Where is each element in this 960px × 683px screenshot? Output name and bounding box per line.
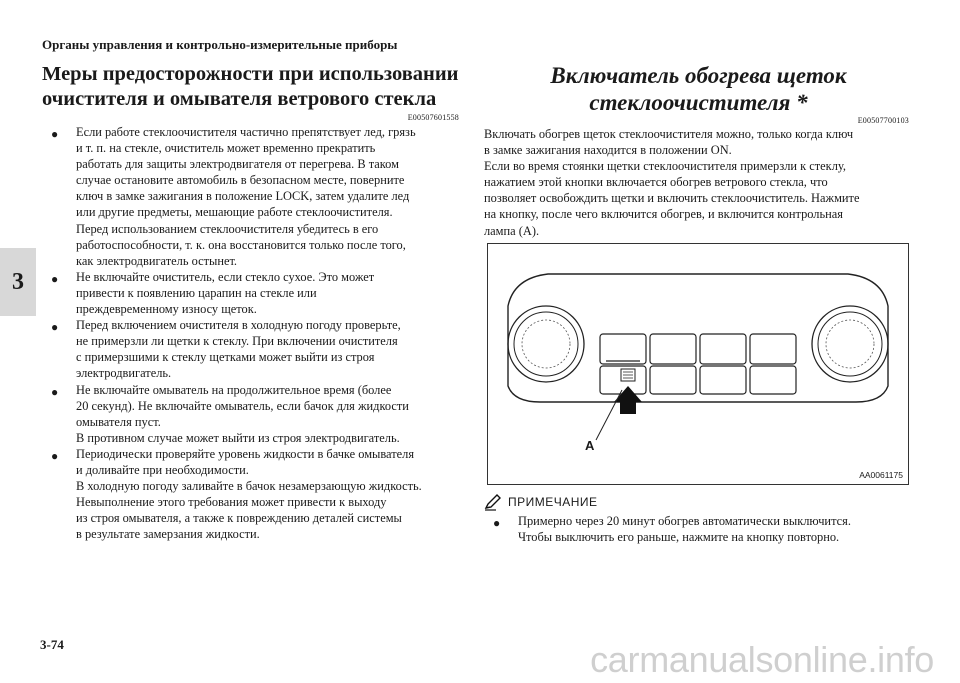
bullet-icon: ●: [493, 516, 501, 530]
panel-outline: [508, 274, 888, 402]
list-item-text: Перед включением очистителя в холодную погоду проверьте, не примерзли ли щетки к стеклу. При включении очистителя с примерзшими к стеклу щетками может выйти из строя электродвигатель.: [76, 318, 401, 381]
callout-label-a: A: [585, 438, 595, 453]
control-panel-illustration: [488, 244, 908, 484]
button-grid: [600, 334, 796, 394]
bullet-icon: ●: [51, 448, 59, 463]
list-item-text: Не включайте омыватель на продолжительное время (более 20 секунд). Не включайте омыватель, если бачок для жидкости омывателя пуст. В противном случае может выйти из строя электродвигатель.: [76, 382, 409, 445]
list-item-text: Не включайте очиститель, если стекло сухое. Это может привести к появлению царапин на стекле или преждевременному износу щеток.: [76, 269, 375, 317]
watermark: carmanualsonline.info: [590, 639, 934, 680]
section-code: E00507700103: [857, 116, 909, 125]
bullet-icon: ●: [51, 271, 59, 286]
right-column: [484, 62, 909, 239]
bullet-icon: ●: [51, 127, 59, 141]
list-item: [42, 382, 460, 446]
running-header: Органы управления и контрольно-измерительные приборы: [42, 37, 398, 52]
heading-line-2: стеклоочистителя *: [589, 90, 808, 115]
body-paragraph: Включать обогрев щеток стеклоочистителя можно, только когда ключ в замке зажигания находится в положении ON. Если во время стоянки щетки стеклоочистителя примерзли к стеклу, нажатием этой кнопки включается обогрев ветрового стекла, что позволяет освобождить щетки и включить стеклоочиститель. Нажмите на кнопку, после чего включится обогрев, и включится контрольная лампа (А).: [484, 127, 860, 238]
list-item: [42, 269, 460, 317]
list-item-text: Периодически проверяйте уровень жидкости в бачке омывателя и доливайте при необходимости. В холодную погоду заливайте в бачок незамерзающую жидкость. Невыполнение этого требования может привести к выходу из строя омывателя, а также к повреждению деталей системы в результате замерзания жидкости.: [76, 446, 422, 542]
list-item: [42, 446, 460, 543]
leader-line: [596, 390, 622, 440]
section-heading-precautions: Меры предосторожности при использовании очистителя и омывателя ветрового стекла: [42, 63, 459, 110]
list-item-text: Если работе стеклоочистителя частично препятствует лед, грязь и т. п. на стекле, очиститель может временно прекратить работать для защиты электродвигателя от перегрева. В таком случае остановите автомобиль в безопасном месте, поверните ключ в замке зажигания в положение LOCK, затем удалите лед или другие предметы, мешающие работе стеклоочистителя. Перед использованием стеклоочистителя убедитесь в его работоспособности, т. к. она восстановится только после того, как электродвигатель остынет.: [76, 125, 416, 268]
chapter-number: 3: [12, 268, 24, 295]
left-knob-icon: [508, 306, 584, 382]
right-knob-icon: [812, 306, 888, 382]
wiper-heater-switch-icon: [621, 369, 635, 381]
note-title: ПРИМЕЧАНИЕ: [508, 495, 598, 509]
chapter-tab: [0, 248, 36, 316]
figure-code: AA0061175: [859, 470, 903, 480]
note-list: [484, 513, 909, 545]
note-pencil-icon: [484, 493, 502, 511]
bullet-icon: ●: [51, 384, 59, 399]
illustration-frame: [487, 243, 909, 485]
heading-line-1: Включатель обогрева щеток: [550, 63, 847, 88]
note-header: [484, 493, 598, 511]
page-number: 3-74: [40, 637, 64, 652]
list-item: [484, 513, 909, 545]
section-code: E00507601558: [407, 113, 459, 122]
bullet-icon: ●: [51, 320, 59, 335]
list-item-text: Примерно через 20 минут обогрев автоматически выключится. Чтобы выключить его раньше, нажмите на кнопку повторно.: [518, 514, 851, 545]
section-heading-wiper-heater: [484, 62, 909, 116]
arrow-up-icon: [614, 386, 642, 414]
left-column: [42, 62, 460, 542]
list-item: [42, 317, 460, 381]
precautions-list: [42, 124, 460, 542]
list-item: [42, 124, 460, 269]
